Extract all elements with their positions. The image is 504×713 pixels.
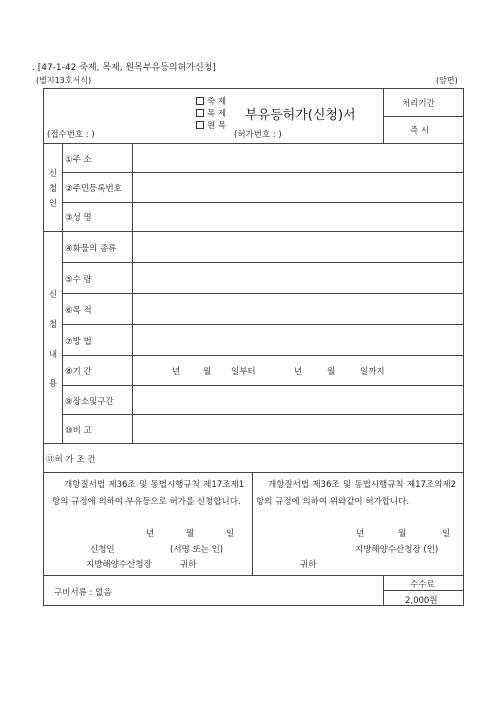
title-block-bottom <box>43 143 464 144</box>
applicant-section-bottom <box>43 231 464 232</box>
fee-value: 2,000원 <box>405 596 438 606</box>
period-year-to: 년 <box>294 367 303 377</box>
form-number: (별지13호서식) <box>36 76 92 85</box>
permit-conditions-label: ⑪허 가 조 건 <box>46 455 96 465</box>
applicant-section-char: 신 <box>48 169 58 179</box>
period-month-to: 월 <box>327 367 336 377</box>
field-resident-id-label: ②주민등록번호 <box>65 184 122 194</box>
frame-left <box>43 88 44 605</box>
row-line <box>62 172 463 173</box>
permit-date-year: 년 <box>356 529 365 539</box>
application-honorific: 귀하 <box>180 560 197 570</box>
statement-divider <box>252 472 253 575</box>
page-side: (앞면) <box>436 76 458 85</box>
document-reference: . [47-1-42 죽제, 목제, 원목부유등의허가신청] <box>32 63 216 73</box>
processing-period-value: 즉 시 <box>410 126 430 136</box>
frame-bottom <box>43 605 464 606</box>
application-date-day: 일 <box>226 529 235 539</box>
permit-date-month: 월 <box>398 529 407 539</box>
application-date-month: 월 <box>186 529 195 539</box>
frame-top <box>43 88 464 89</box>
application-date-year: 년 <box>146 529 155 539</box>
period-to: 일까지 <box>360 367 385 377</box>
period-year-from: 년 <box>172 367 181 377</box>
signature-or-seal: (서명 또는 인) <box>170 545 224 555</box>
request-section-char: 내 <box>48 350 58 360</box>
frame-right <box>463 88 464 605</box>
row-line <box>62 293 463 294</box>
checkbox-log[interactable] <box>196 121 204 129</box>
checkbox-label-bamboo: 죽 제 <box>207 97 227 107</box>
row-line <box>62 414 463 415</box>
request-section-bottom <box>43 443 464 444</box>
permit-number: (허가번호 : ) <box>234 130 282 140</box>
fee-mid-line <box>383 590 463 591</box>
field-name-label: ③성 명 <box>65 213 92 223</box>
document-title: 부유등허가(신청)서 <box>245 108 356 123</box>
row-line <box>62 385 463 386</box>
row-line <box>62 324 463 325</box>
required-documents: 구비서류 : 없음 <box>54 588 112 598</box>
fee-label: 수수료 <box>410 580 435 590</box>
request-section-char: 청 <box>48 320 58 330</box>
applicant-section-char: 청 <box>48 184 58 194</box>
checkbox-label-log: 원 목 <box>207 121 227 131</box>
conditions-row-bottom <box>43 472 464 473</box>
receipt-number: (접수번호 : ) <box>47 130 95 140</box>
field-purpose-label: ⑥목 적 <box>65 306 92 316</box>
row-line <box>62 262 463 263</box>
application-addressee: 지방해양수산청장 <box>86 560 152 570</box>
field-period-label: ⑧기 간 <box>65 367 92 377</box>
permit-statement: 개항질서법 제36조 및 동법시행규칙 제17조의제2항의 규정에 의하여 위와같이 허가합니다. <box>256 480 456 507</box>
period-month-from: 월 <box>203 367 212 377</box>
field-remarks-label: ⑩비 고 <box>65 426 92 436</box>
period-from: 일부터 <box>231 367 256 377</box>
checkbox-wood[interactable] <box>196 109 204 117</box>
permit-honorific: 귀하 <box>300 560 317 570</box>
processing-mid-line <box>383 116 463 117</box>
field-location-label: ⑨장소및구간 <box>65 397 114 407</box>
statements-bottom <box>43 575 464 576</box>
row-line <box>62 355 463 356</box>
permit-issuer: 지방해양수산청장 (인) <box>355 545 439 555</box>
field-method-label: ⑦방 법 <box>65 337 92 347</box>
permit-date-day: 일 <box>442 529 451 539</box>
checkbox-bamboo[interactable] <box>196 97 204 105</box>
request-section-char: 용 <box>48 379 58 389</box>
field-address-label: ①주 소 <box>65 155 92 165</box>
application-statement: 개항질서법 제36조 및 동법시행규칙 제17조제1항의 규정에 의하여 부유등으로 허가를 신청합니다. <box>52 480 244 507</box>
request-section-char: 신 <box>48 290 58 300</box>
applicant-section-char: 인 <box>48 199 58 209</box>
row-line <box>62 202 463 203</box>
checkbox-label-wood: 목 제 <box>207 109 227 119</box>
field-cargo-type-label: ④화물의 종류 <box>65 244 117 254</box>
field-quantity-label: ⑤수 량 <box>65 275 92 285</box>
applicant-signature-label: 신청인 <box>90 545 115 555</box>
processing-period-label: 처리기간 <box>402 99 435 109</box>
